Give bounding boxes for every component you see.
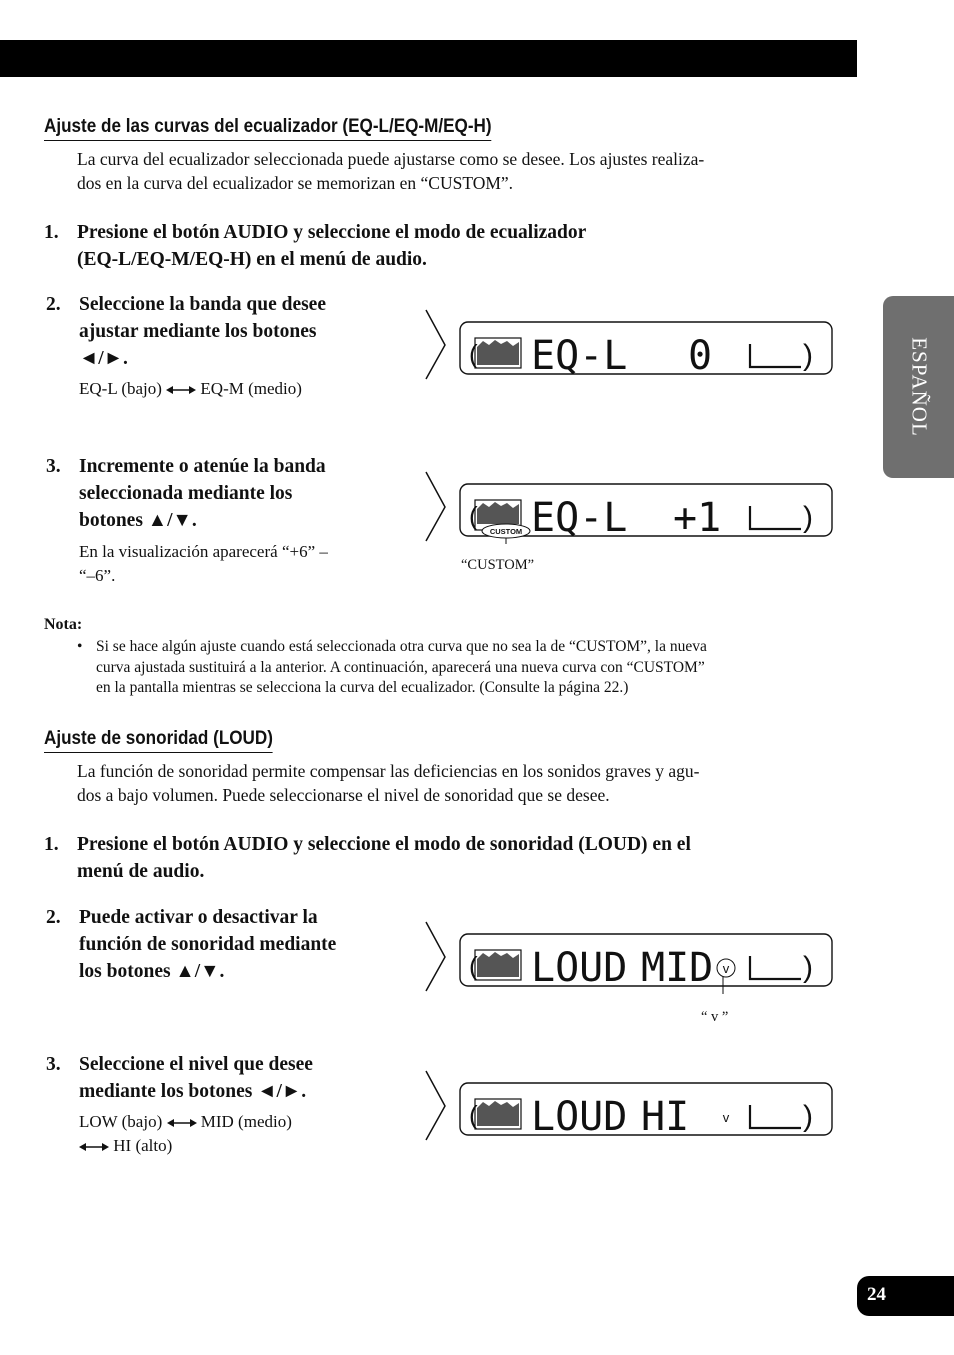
indicator-caption: “ v ” (701, 1009, 729, 1025)
display-value: HI (641, 1094, 690, 1140)
sequence-item: HI (alto) (113, 1136, 173, 1155)
eq-step-3 (46, 453, 326, 534)
step-number: 3. (46, 1054, 61, 1075)
chevron-pointer-icon (426, 922, 445, 991)
step-number: 1. (44, 834, 59, 855)
note-body (96, 637, 836, 699)
display-value: +1 (673, 495, 722, 541)
svg-text:(: ( (469, 501, 478, 531)
svg-text:): ) (803, 501, 813, 534)
note-line: curva ajustada sustituirá a la anterior. A continuación, aparecerá una nueva curva con “CUSTOM” (96, 658, 705, 676)
chevron-pointer-icon (426, 472, 445, 541)
eq-step-3-note (79, 540, 328, 588)
step-line: mediante los botones ◄/►. (79, 1081, 307, 1102)
step-line: botones ▲/▼. (79, 510, 197, 531)
chevron-pointer-icon (426, 310, 445, 379)
section-title-loud: Ajuste de sonoridad (LOUD) (44, 728, 273, 753)
svg-text:): ) (803, 951, 813, 984)
display-mode: EQ-L (531, 495, 628, 541)
loudness-indicator: v (722, 1110, 730, 1125)
display-mode: LOUD (531, 945, 628, 991)
step-line: Incremente o atenúe la banda (79, 456, 326, 477)
chevron-pointer-icon (426, 1071, 445, 1140)
sequence-item: LOW (bajo) (79, 1112, 163, 1131)
svg-text:(: ( (469, 339, 478, 369)
step-number: 3. (46, 456, 61, 477)
svg-text:(: ( (469, 951, 478, 981)
loud-intro-line: dos a bajo volumen. Puede seleccionarse el nivel de sonoridad que se desee. (77, 785, 610, 805)
step-line: Presione el botón AUDIO y seleccione el modo de ecualizador (77, 222, 587, 243)
step-line: (EQ-L/EQ-M/EQ-H) en el menú de audio. (77, 249, 427, 270)
loud-intro (77, 759, 837, 807)
loud-step-1 (44, 831, 691, 885)
sequence-item: EQ-M (medio) (200, 379, 302, 398)
svg-text:): ) (803, 1100, 813, 1133)
loud-intro-line: La función de sonoridad permite compensar las deficiencias en los sonidos graves y agu- (77, 761, 700, 781)
loudness-indicator: v (722, 961, 730, 976)
eq-intro-line: La curva del ecualizador seleccionada puede ajustarse como se desee. Los ajustes realiza- (77, 149, 705, 169)
double-arrow-icon (79, 1141, 109, 1153)
step-line: función de sonoridad mediante (79, 934, 337, 955)
display-value: 0 (688, 333, 713, 379)
step-line: Presione el botón AUDIO y seleccione el modo de sonoridad (LOUD) en el (77, 834, 691, 855)
lcd-display-loud-hi (423, 1068, 838, 1143)
sequence-item: EQ-L (bajo) (79, 379, 162, 398)
eq-step-2 (46, 291, 326, 372)
eq-intro (77, 147, 837, 195)
loud-step-3-sequence (79, 1110, 292, 1158)
step-line: Puede activar o desactivar la (79, 907, 318, 928)
language-tab (883, 296, 954, 478)
step-number: 2. (46, 907, 61, 928)
step-line: ajustar mediante los botones (79, 321, 317, 342)
note-bullet: • (77, 638, 83, 655)
eq-step-1 (44, 219, 587, 273)
sequence-item: MID (medio) (200, 1112, 292, 1131)
note-line: en la pantalla mientras se selecciona la curva del ecualizador. (Consulte la página 22.) (96, 679, 629, 696)
step-line: Seleccione el nivel que desee (79, 1054, 313, 1075)
display-mode: EQ-L (531, 333, 628, 379)
step-note-line: “–6”. (79, 566, 116, 585)
svg-text:): ) (803, 339, 813, 372)
eq-graphic-icon (469, 950, 521, 981)
step-line: seleccionada mediante los (79, 483, 293, 504)
step-line: los botones ▲/▼. (79, 961, 225, 982)
step-line: ◄/►. (79, 348, 128, 369)
lcd-display-loud-mid (423, 919, 838, 994)
page-number-box (857, 1276, 954, 1316)
lcd-display-eq-l-plus1 (423, 469, 838, 544)
custom-caption: “CUSTOM” (461, 557, 535, 573)
lcd-display-eq-l-0 (423, 307, 838, 382)
step-number: 1. (44, 222, 59, 243)
eq-graphic-icon (469, 338, 521, 369)
step-line: Seleccione la banda que desee (79, 294, 326, 315)
loud-step-3 (46, 1051, 313, 1105)
page-number: 24 (867, 1284, 886, 1305)
section-title-eq: Ajuste de las curvas del ecualizador (EQ-L/EQ-M/EQ-H) (44, 116, 492, 141)
custom-badge: CUSTOM (489, 527, 523, 536)
loud-step-2 (46, 904, 337, 985)
double-arrow-icon (166, 384, 196, 396)
step-note-line: En la visualización aparecerá “+6” – (79, 542, 328, 561)
display-value: MID (641, 945, 714, 991)
language-tab-label: ESPAÑOL (907, 337, 931, 437)
note-heading: Nota: (44, 616, 83, 633)
eq-intro-line: dos en la curva del ecualizador se memorizan en “CUSTOM”. (77, 173, 514, 193)
svg-text:(: ( (469, 1100, 478, 1130)
note-line: Si se hace algún ajuste cuando está seleccionada otra curva que no sea la de “CUSTOM”, la nueva (96, 638, 707, 655)
double-arrow-icon (167, 1117, 197, 1129)
display-mode: LOUD (531, 1094, 628, 1140)
eq-graphic-icon (469, 1099, 521, 1130)
eq-step-2-sequence (79, 377, 302, 401)
step-number: 2. (46, 294, 61, 315)
header-bar (0, 40, 857, 77)
step-line: menú de audio. (77, 861, 205, 882)
